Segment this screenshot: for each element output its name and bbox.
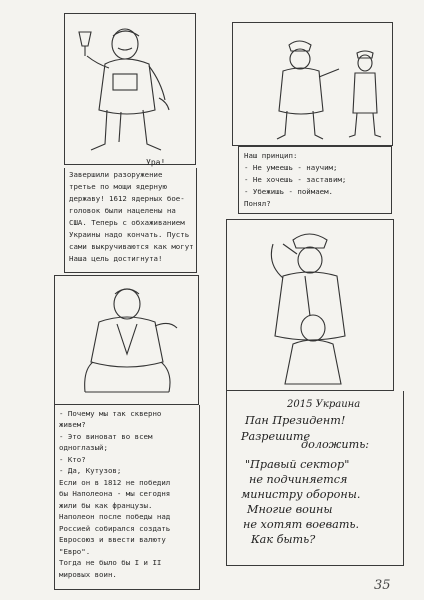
panel-3-line: жили бы как французы.	[59, 501, 153, 510]
panel-4-line: Пан Президент!	[245, 414, 346, 427]
panel-3-line: Наполеон после победы над	[59, 512, 171, 521]
panel-1-line: Завершили разоружение	[69, 170, 163, 179]
panel-4-line: 2015 Украина	[287, 399, 361, 410]
panel-2-drawing	[232, 22, 393, 146]
panel-4-line: не хотят воевать.	[243, 518, 360, 531]
panel-2-line: Наш принцип:	[244, 151, 298, 160]
panel-3-line: - Это виноват во всем	[59, 432, 153, 441]
panel-1-line: державу! 1612 ядерных бое-	[69, 194, 185, 203]
panel-4-text	[226, 391, 404, 566]
panel-1-line: Украины надо кончать. Пусть	[69, 230, 190, 239]
panel-2-line: - Не хочешь - заставим;	[244, 175, 347, 184]
panel-1-text	[64, 168, 197, 273]
saluting-general-illustration	[227, 220, 393, 390]
page-number: 35	[374, 578, 391, 593]
panel-3-line: живем?	[59, 420, 86, 429]
seated-officer-illustration	[55, 276, 198, 404]
panel-4-line: Разрешите	[241, 430, 311, 443]
panel-2-line: - Не умеешь - научим;	[244, 163, 338, 172]
panel-3-text	[54, 405, 200, 590]
panel-3-line: Если он в 1812 не победил	[59, 478, 171, 487]
panel-4-line: доложить:	[301, 438, 370, 451]
panel-3-drawing	[54, 275, 199, 405]
panel-1-line: третье по мощи ядерную	[69, 182, 167, 191]
panel-3-line: - Почему мы так скверно	[59, 409, 162, 418]
panel-1-caption: Ура!	[146, 158, 166, 167]
panel-1-line: Наша цель достигнута!	[69, 254, 163, 263]
general-and-soldier-illustration	[233, 23, 392, 145]
panel-3-line: мировых воин.	[59, 570, 117, 579]
panel-3-line: бы Наполеона - мы сегодня	[59, 489, 171, 498]
panel-3-line: "Евро".	[59, 547, 91, 556]
panel-1-line: сами выкручиваются как могут	[69, 242, 194, 251]
panel-1-line: головок были нацелены на	[69, 206, 176, 215]
panel-3-line: Евросоюз и ввести валюту	[59, 535, 166, 544]
panel-3-line: - Кто?	[59, 455, 86, 464]
panel-3-line: Россией собирался создать	[59, 524, 171, 533]
panel-4-line: не подчиняется	[249, 473, 348, 486]
panel-2-line: Понял?	[244, 199, 271, 208]
panel-1-drawing	[64, 13, 196, 165]
panel-4-line: министру обороны.	[241, 488, 361, 501]
panel-1-line: США. Теперь с обхаживанием	[69, 218, 185, 227]
panel-4-line: Многие воины	[247, 503, 333, 516]
panel-4-drawing	[226, 219, 394, 391]
panel-2-line: - Убежишь - поймаем.	[244, 187, 333, 196]
panel-4-line: "Правый сектор"	[245, 458, 350, 471]
panel-2-text	[238, 146, 392, 214]
panel-3-line: - Да, Кутузов;	[59, 466, 122, 475]
officer-toasting-illustration	[65, 14, 195, 164]
panel-3-line: Тогда не было бы I и II	[59, 558, 162, 567]
panel-3-line: одноглазый;	[59, 443, 108, 452]
panel-4-line: Как быть?	[251, 533, 316, 546]
